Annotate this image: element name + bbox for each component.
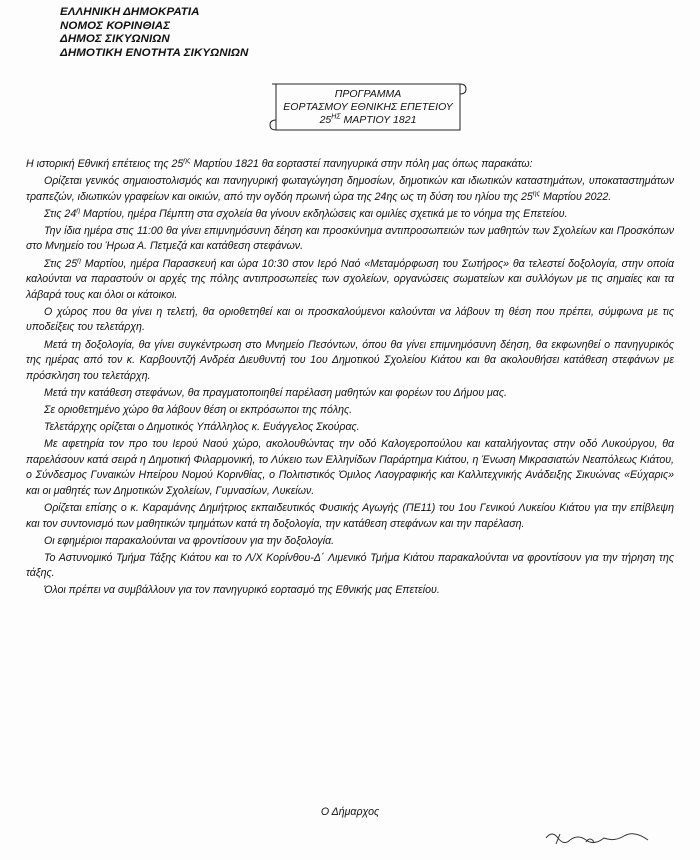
issuer-header xyxy=(60,6,248,60)
header-line: ΔΗΜΟΤΙΚΗ ΕΝΟΤΗΤΑ ΣΙΚΥΩΝΙΩΝ xyxy=(60,46,249,59)
program-paragraph xyxy=(26,224,674,255)
paragraph-text: Μαρτίου, ημέρα Πέμπτη στα σχολεία θα γίνουν εκδηλώσεις και ομιλίες σχετικά με το νόημα της Επετείου. xyxy=(80,207,568,220)
header-line: ΝΟΜΟΣ ΚΟΡΙΝΘΙΑΣ xyxy=(60,19,171,32)
paragraph-text: Όλοι πρέπει να συμβάλλουν για τον πανηγυρικό εορτασμό της Εθνικής μας Επετείου. xyxy=(44,584,440,597)
ordinal-suffix: η xyxy=(76,207,81,215)
title-date-rest: ΜΑΡΤΙΟΥ 1821 xyxy=(340,114,417,126)
paragraph-text: Μετά την κατάθεση στεφάνων, θα πραγματοποιηθεί παρέλαση μαθητών και φορέων του Δήμου μας. xyxy=(44,386,507,399)
ordinal-suffix: η xyxy=(77,257,81,265)
program-paragraph xyxy=(26,403,674,419)
paragraph-text: Μαρτίου, ημέρα Παρασκευή και ώρα 10:30 στον Ιερό Ναό «Μεταμόρφωση του Σωτήρος» θα τελεστεί δοξολογία, στην οποία καλούνται να παραστούν οι αρχές της πόλης αντιπροσωπείες των σχολείων, οργανώσεις σωματείων και συλλόγων με τις σημαίες και τα λάβαρά τους και όλοι οι κάτοικοι. xyxy=(26,257,674,301)
program-paragraph xyxy=(26,338,674,385)
title-line-date xyxy=(268,114,468,127)
paragraph-text: Στις 25 xyxy=(44,257,78,270)
program-paragraph xyxy=(26,437,674,499)
program-body xyxy=(26,157,674,601)
ordinal-suffix: ης xyxy=(532,190,541,198)
signature-role: Ο Δήμαρχος xyxy=(320,806,380,818)
program-paragraph xyxy=(26,174,674,205)
paragraph-text: Μαρτίου 2022. xyxy=(540,190,612,203)
program-paragraph xyxy=(26,583,674,599)
paragraph-text: Ορίζεται επίσης ο κ. Καραμάνης Δημήτριος εκπαιδευτικός Φυσικής Αγωγής (ΠΕ11) του 1ου Γενικού Λυκείου Κιάτου για την επίβλεψη και τον συντονισμό των μαθητικών τμημάτων κατά τη δοξολογία, την κατάθεση στεφάνων και την παρέλαση. xyxy=(26,501,674,530)
program-paragraph xyxy=(26,534,674,550)
paragraph-text: Ορίζεται γενικός σημαιοστολισμός και πανηγυρική φωταγώγηση δημοσίων, δημοτικών και ιδιωτικών καταστημάτων, υποκαταστημάτων τραπεζών, ιδιωτικών γραφείων και οικιών, από την ογδόη πρωινή ώρα της 24ης ως τη δύση του ηλίου της 25 xyxy=(26,175,674,203)
header-line: ΔΗΜΟΣ ΣΙΚΥΩΝΙΩΝ xyxy=(60,33,170,45)
program-paragraph xyxy=(26,386,674,402)
paragraph-text: Με αφετηρία τον προ του Ιερού Ναού χώρο, ακολουθώντας την οδό Καλογεροπούλου και καταλήγοντας στην οδό Λυκούργου, θα παρελάσουν κατά σειρά η Δημοτική Φιλαρμονική, το Λύκειο των Ελληνίδων Παράρτημα Κιάτου, η Ένωση Μικρασιατών Νεαπόλεως Κιάτου, ο Σύνδεσμος Γυναικών Ηπείρου Νομού Κορινθίας, ο Πολιτιστικός Όμιλος Λαογραφικής και Καλλιτεχνικής Ανάδειξης Σικυώνας «Εύχαρις» και οι μαθητές των Δημοτικών Σχολείων, Γυμνασίων, Λυκείων. xyxy=(26,438,674,497)
title-date-suffix: ΗΣ xyxy=(331,113,341,121)
program-paragraph xyxy=(26,305,674,336)
title-date-day: 25 xyxy=(319,114,332,126)
paragraph-text: Μετά τη δοξολογία, θα γίνει συγκέντρωση στο Μνημείο Πεσόντων, όπου θα γίνει επιμνημόσυνη δέηση, θα εκφωνηθεί ο πανηγυρικός της ημέρας από τον κ. Καρβουντζή Ανδρέα Διευθυντή του 1ου Δημοτικού Σχολείου Κιάτου και θα ακολουθήσει κατάθεση στεφάνων με πρόσκληση του τελετάρχη. xyxy=(26,338,674,382)
program-paragraph xyxy=(26,207,674,223)
handwritten-signature-icon xyxy=(526,826,676,856)
paragraph-text: Σε οριοθετημένο χώρο θα λάβουν θέση οι εκπρόσωποι της πόλης. xyxy=(44,403,353,416)
paragraph-text: Τελετάρχης ορίζεται ο Δημοτικός Υπάλληλος κ. Ευάγγελος Σκούρας. xyxy=(44,421,360,433)
paragraph-text: Το Αστυνομικό Τμήμα Τάξης Κιάτου και το Λ/Χ Κορίνθου-Δ΄ Λιμενικό Τμήμα Κιάτου παρακαλούνται να φροντίσουν για την τήρηση της τάξης. xyxy=(26,551,674,580)
paragraph-text: Μαρτίου 1821 θα εορταστεί πανηγυρικά στην πόλη μας όπως παρακάτω: xyxy=(190,158,533,170)
paragraph-text: Ο χώρος που θα γίνει η τελετή, θα οριοθετηθεί και οι προσκαλούμενοι καλούνται να λάβουν τη θέση που πρέπει, σύμφωνα με τις υποδείξεις του τελετάρχη. xyxy=(26,305,674,334)
title-line-program: ΠΡΟΓΡΑΜΜΑ xyxy=(334,88,402,100)
program-paragraph xyxy=(26,157,674,173)
program-paragraph xyxy=(26,420,674,436)
paragraph-text: Την ίδια ημέρα στις 11:00 θα γίνει επιμνημόσυνη δέηση και προσκύνημα αντιπροσωπειών των μαθητών των Σχολείων και Προσκόπων στο Μνημείο του Ήρωα Α. Πετμεζά και κατάθεση στεφάνων. xyxy=(26,224,674,253)
program-paragraph xyxy=(26,501,674,532)
paragraph-text: Οι εφημέριοι παρακαλούνται να φροντίσουν για την δοξολογία. xyxy=(44,534,335,547)
title-scroll-banner xyxy=(268,80,468,138)
paragraph-text: Η ιστορική Εθνική επέτειος της 25 xyxy=(26,158,184,170)
ordinal-suffix: ης xyxy=(183,157,191,165)
title-line-celebration: ΕΟΡΤΑΣΜΟΥ ΕΘΝΙΚΗΣ ΕΠΕΤΕΙΟΥ xyxy=(283,101,453,113)
program-paragraph xyxy=(26,257,674,304)
program-paragraph xyxy=(26,551,674,582)
header-line: ΕΛΛΗΝΙΚΗ ΔΗΜΟΚΡΑΤΙΑ xyxy=(60,6,200,18)
paragraph-text: Στις 24 xyxy=(44,207,77,220)
